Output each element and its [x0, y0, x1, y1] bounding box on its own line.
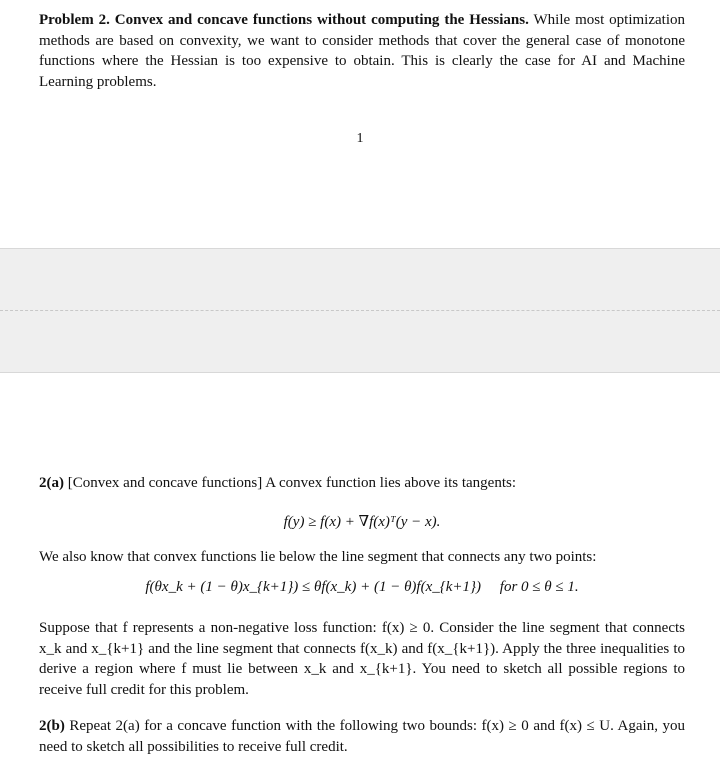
part-b-label: 2(b)	[39, 718, 65, 734]
page-number: 1	[356, 131, 364, 146]
part-b	[39, 716, 685, 757]
equation-tangent	[39, 512, 685, 531]
part-a-sentence1: A convex function lies above its tangents:	[265, 475, 516, 491]
equation-tangent-text: f(y) ≥ f(x) + ∇f(x)ᵀ(y − x).	[283, 514, 441, 530]
problem-title: Problem 2. Convex and concave functions without computing the Hessians.	[39, 12, 529, 28]
page-1	[0, 0, 720, 248]
equation-chord-text: f(θx_k + (1 − θ)x_{k+1}) ≤ θf(x_k) + (1 − θ)f(x_{k+1})	[145, 579, 482, 595]
part-a-task: Suppose that f represents a non-negative loss function: f(x) ≥ 0. Consider the line segment that connects x_k and x_{k+1} and the line segment that connects f(x_k) and f(x_{k+1}). Apply the three inequalities to derive a region where f must lie between x_k and x_{k+1}. You need to sketch all possible regions to receive full credit for this problem.	[39, 620, 685, 698]
equation-chord	[39, 579, 685, 596]
part-a-heading: [Convex and concave functions]	[67, 475, 263, 491]
page-2	[0, 373, 720, 772]
part-a-intro	[39, 473, 685, 494]
part-a-label: 2(a)	[39, 475, 64, 491]
part-a-sentence2: We also know that convex functions lie below the line segment that connects any two points:	[39, 549, 597, 565]
equation-chord-condition: for 0 ≤ θ ≤ 1.	[499, 579, 579, 595]
part-b-text: Repeat 2(a) for a concave function with the following two bounds: f(x) ≥ 0 and f(x) ≤ U. Again, you need to sketch all possibilities to receive full credit.	[39, 718, 685, 755]
page-gap-bottom	[0, 311, 720, 373]
problem-intro: While most optimization methods are based on convexity, we want to consider methods that cover the general case of monotone functions where the Hessian is too expensive to obtain. This is clearly the case for AI and Machine Learning problems.	[39, 12, 685, 90]
page-gap-top	[0, 248, 720, 311]
problem-statement	[39, 10, 685, 92]
